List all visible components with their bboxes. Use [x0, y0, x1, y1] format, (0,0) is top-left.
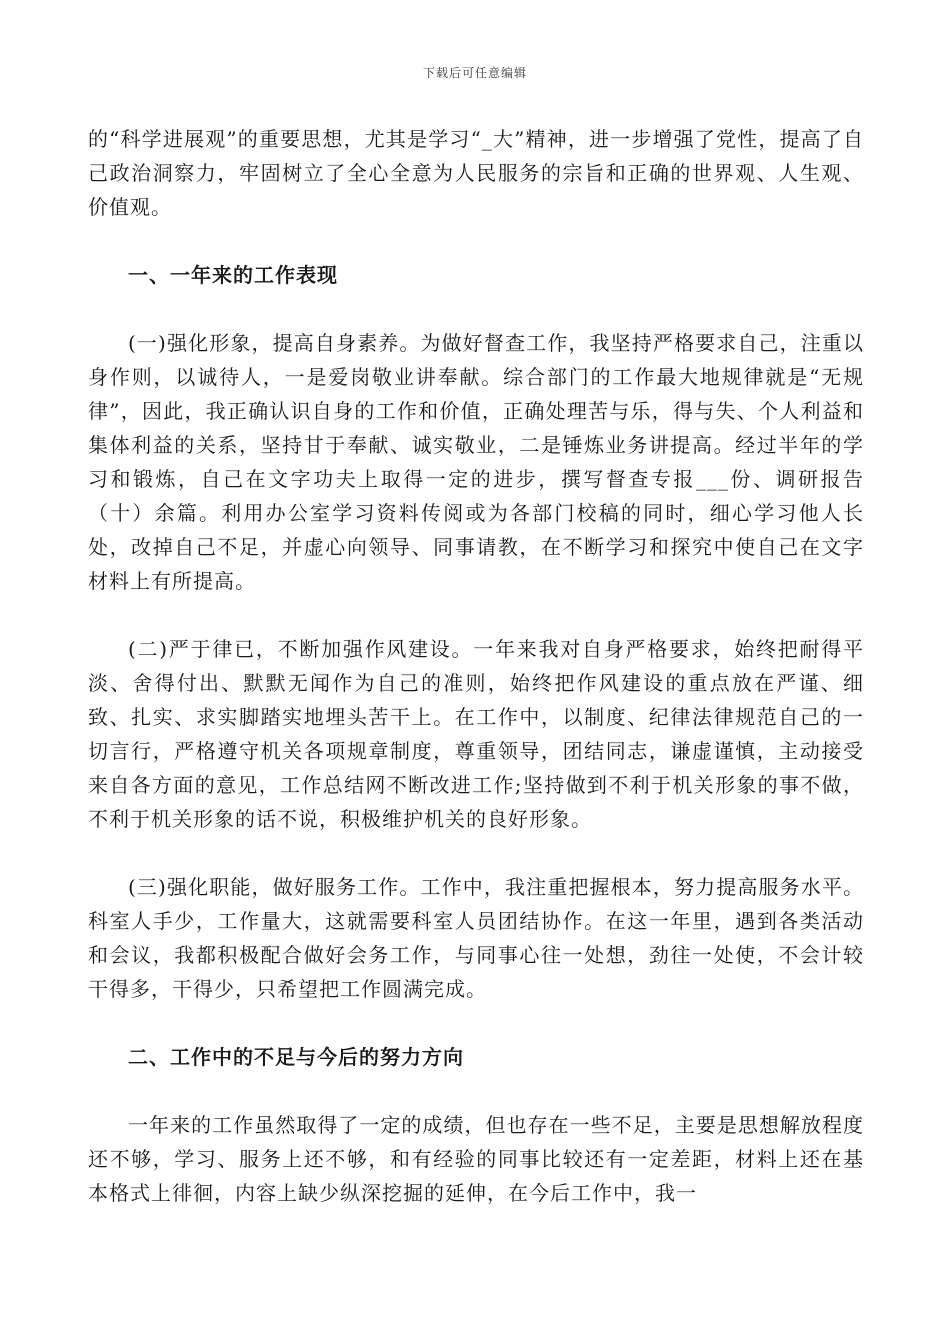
document-body [88, 122, 864, 1210]
paragraph-1: (一)强化形象，提高自身素养。为做好督查工作，我坚持严格要求自己，注重以身作则，以诚待人，一是爱岗敬业讲奉献。综合部门的工作最大地规律就是“无规律”，因此，我正确认识自身的工作和价值，正确处理苦与乐，得与失、个人利益和集体利益的关系，坚持甘于奉献、诚实敬业，二是锤炼业务讲提高。经过半年的学习和锻炼，自己在文字功夫上取得一定的进步，撰写督查专报___份、调研报告（十）余篇。利用办公室学习资料传阅或为各部门校稿的同时，细心学习他人长处，改掉自己不足，并虚心向领导、同事请教，在不断学习和探究中使自己在文字材料上有所提高。 [88, 331, 864, 593]
paragraph-2: (二)严于律已，不断加强作风建设。一年来我对自身严格要求，始终把耐得平淡、舍得付出、默默无闻作为自己的准则，始终把作风建设的重点放在严谨、细致、扎实、求实脚踏实地埋头苦干上。在工作中，以制度、纪律法律规范自己的一切言行，严格遵守机关各项规章制度，尊重领导，团结同志，谦虚谨慎，主动接受来自各方面的意见，工作总结网不断改进工作;坚持做到不利于机关形象的事不做，不利于机关形象的话不说，积极维护机关的良好形象。 [88, 637, 864, 831]
header-note: 下载后可任意编辑 [422, 66, 527, 80]
section-heading-1: 一、一年来的工作表现 [128, 263, 338, 287]
section-heading-2: 二、工作中的不足与今后的努力方向 [128, 1045, 464, 1069]
intro-paragraph: 的“科学进展观”的重要思想，尤其是学习“_大”精神，进一步增强了党性，提高了自己政治洞察力，牢固树立了全心全意为人民服务的宗旨和正确的世界观、人生观、价值观。 [88, 127, 864, 219]
paragraph-3: (三)强化职能，做好服务工作。工作中，我注重把握根本，努力提高服务水平。科室人手少，工作量大，这就需要科室人员团结协作。在这一年里，遇到各类活动和会议，我都积极配合做好会务工作，与同事心往一处想，劲往一处使，不会计较干得多，干得少，只希望把工作圆满完成。 [88, 875, 864, 1001]
paragraph-4: 一年来的工作虽然取得了一定的成绩，但也存在一些不足，主要是思想解放程度还不够，学习、服务上还不够，和有经验的同事比较还有一定差距，材料上还在基本格式上徘徊，内容上缺少纵深挖掘的延伸，在今后工作中，我一 [88, 1113, 864, 1205]
